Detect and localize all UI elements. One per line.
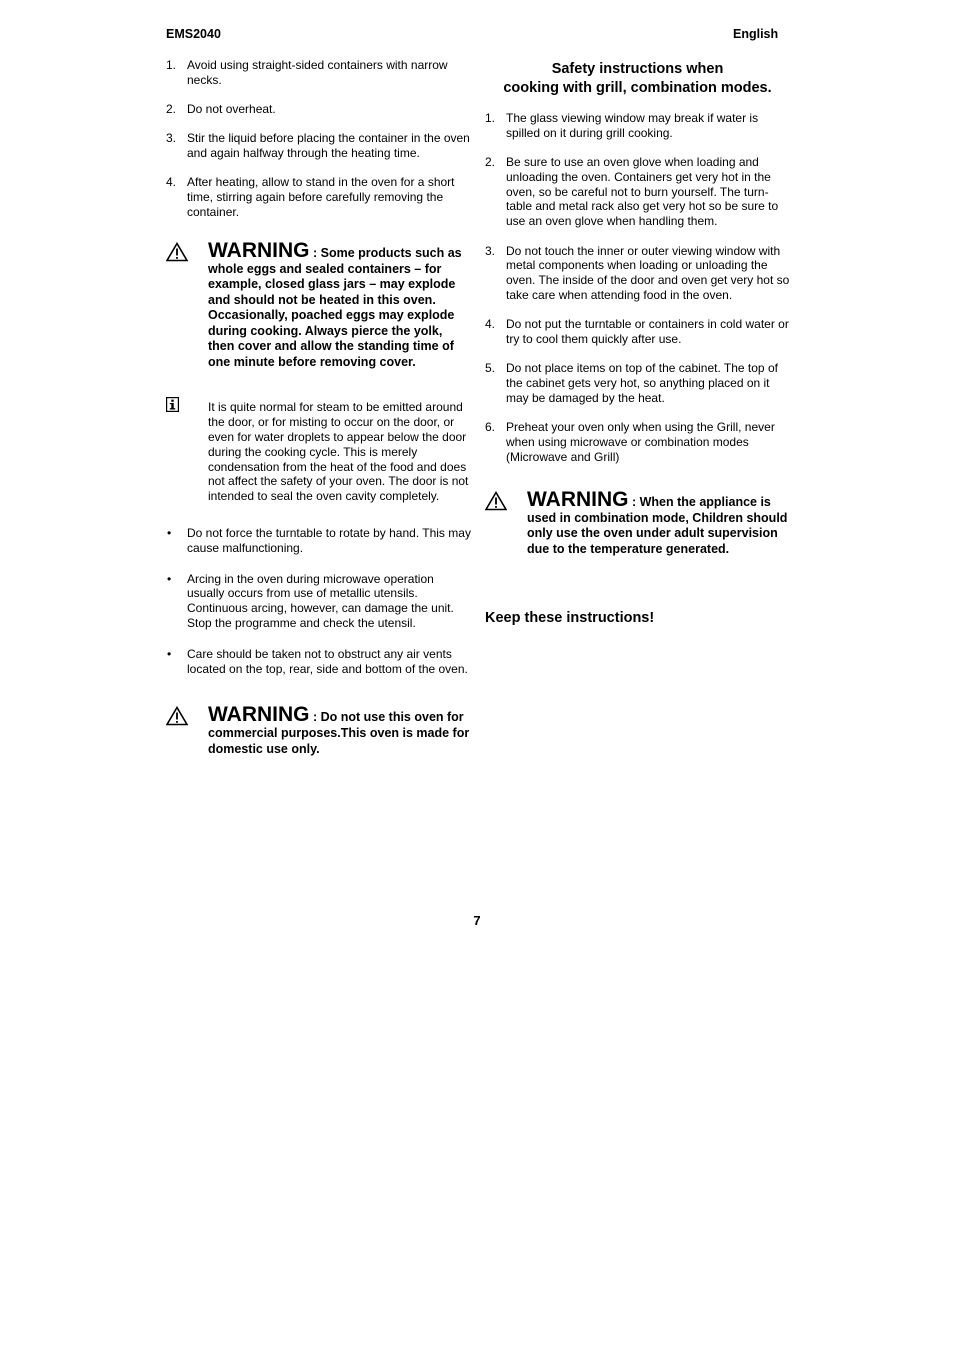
list-item: 5. Do not place items on top of the cabinet. The top of the cabinet gets very hot, so anything placed on it may be damaged by the heat. xyxy=(485,361,778,405)
list-item: 6. Preheat your oven only when using the Grill, never when using microwave or combination modes (Microwave and Grill) xyxy=(485,420,775,464)
list-item: 2. Do not overheat. xyxy=(166,102,276,117)
warning-children: WARNING : When the appliance is used in combination mode, Children should only use the oven under adult supervision due to the temperature generated. xyxy=(485,489,790,558)
keep-instructions: Keep these instructions! xyxy=(485,610,655,627)
info-icon xyxy=(166,397,179,412)
bullet-item: • Do not force the turntable to rotate by hand. This may cause malfunctioning. xyxy=(167,525,471,555)
bullet-item: • Arcing in the oven during microwave operation usually occurs from use of metallic utensils. Continuous arcing, however, can damage the unit. Stop the programme and check the utensil. xyxy=(167,571,454,630)
language-label: English xyxy=(733,27,779,41)
list-item: 3. Do not touch the inner or outer viewing window with metal components when loading or unloading the oven. The inside of the door and oven get very hot so take care when attending food in the oven. xyxy=(485,243,790,302)
warning-commercial: WARNING : Do not use this oven for commercial purposes.This oven is made for domestic use only. xyxy=(166,704,471,757)
list-item: 2. Be sure to use an oven glove when loading and unloading the oven. Containers get very hot in the oven, so be careful not to burn yourself. The turn-table and metal rack also get very hot so be sure to use an oven glove when handling them. xyxy=(485,155,779,229)
page-number: 7 xyxy=(473,913,481,928)
list-item: 4. After heating, allow to stand in the oven for a short time, stirring again before carefully removing the container. xyxy=(166,175,455,220)
warning-triangle-icon xyxy=(166,706,188,726)
warning-eggs: WARNING : Some products such as whole eggs and sealed containers – for example, closed glass jars – may explode and should not be heated in this oven. Occasionally, poached eggs may explode during cooking. Always pierce the yolk, then cover and allow the standing time of one minute before removing cover. xyxy=(166,240,471,371)
list-item: 1. Avoid using straight-sided containers with narrow necks. xyxy=(166,58,448,87)
list-item: 3. Stir the liquid before placing the container in the oven and again halfway through the heating time. xyxy=(166,131,470,161)
model-number: EMS2040 xyxy=(166,27,221,41)
right-column xyxy=(485,60,790,626)
warning-triangle-icon xyxy=(166,242,188,262)
section-title: Safety instructions when cooking with grill, combination modes. xyxy=(503,61,772,96)
list-item: 1. The glass viewing window may break if water is spilled on it during grill cooking. xyxy=(485,111,759,140)
list-item: 4. Do not put the turntable or containers in cold water or try to cool them quickly after use. xyxy=(485,317,789,347)
info-note: It is quite normal for steam to be emitted around the door, or for misting to occur on the door, or even for water droplets to appear below the door during the cooking cycle. This is merely condensation from the heat of the food and does not affect the safety of your oven. The door is not intended to seal the oven cavity completely. xyxy=(166,400,471,504)
warning-triangle-icon xyxy=(485,491,507,511)
left-column xyxy=(166,58,471,757)
bullet-item: • Care should be taken not to obstruct any air vents located on the top, rear, side and bottom of the oven. xyxy=(167,646,468,676)
